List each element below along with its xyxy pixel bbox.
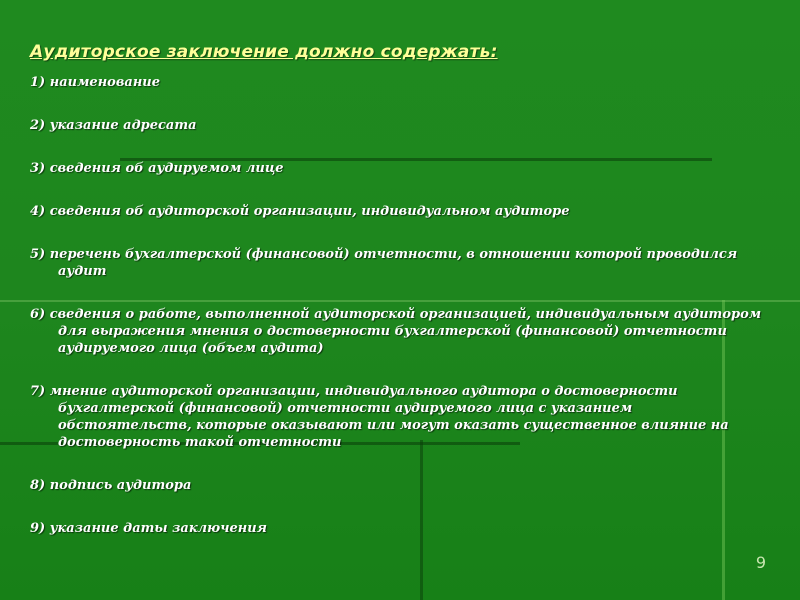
list-item: 4) сведения об аудиторской организации, индивидуальном аудиторе [30, 204, 570, 219]
list-item: 1) наименование [30, 75, 161, 90]
list-item: 6) сведения о работе, выполненной аудиторской организацией, индивидуальным аудитором для выражения мнения о достоверности бухгалтерской (финансовой) отчетности аудируемого лица (объем аудита) [30, 307, 762, 356]
page-number: 9 [755, 553, 766, 572]
list-item: 8) подпись аудитора [30, 478, 192, 493]
list-item: 3) сведения об аудируемом лице [30, 161, 284, 176]
list-item: 9) указание даты заключения [30, 521, 268, 536]
list-item: 5) перечень бухгалтерской (финансовой) отчетности, в отношении которой проводился аудит [30, 247, 738, 279]
slide-content [30, 42, 770, 537]
list-item: 2) указание адресата [30, 118, 197, 133]
list-item: 7) мнение аудиторской организации, индивидуального аудитора о достоверности бухгалтерской (финансовой) отчетности аудируемого лица с указанием обстоятельств, которые оказывают или могут оказать существенное влияние на достоверность такой отчетности [30, 384, 729, 450]
slide-title: Аудиторское заключение должно содержать: [30, 42, 498, 62]
